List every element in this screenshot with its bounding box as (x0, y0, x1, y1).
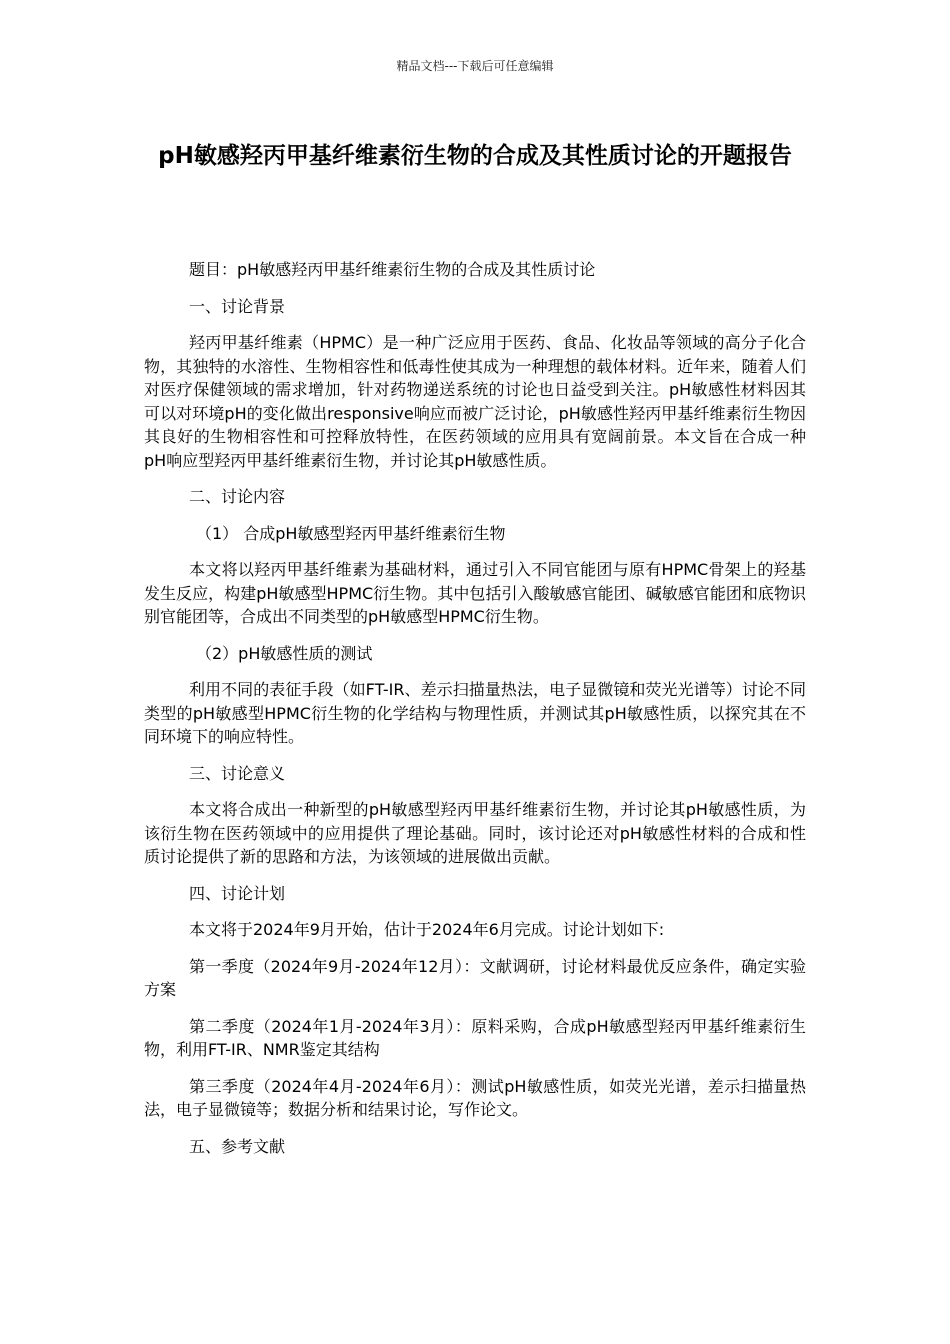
plan-quarter-1: 第一季度（2024年9月-2024年12月）：文献调研，讨论材料最优反应条件，确定实验方案 (144, 956, 806, 999)
section-heading-background: 一、讨论背景 (189, 296, 286, 316)
paragraph-background: 羟丙甲基纤维素（HPMC）是一种广泛应用于医药、食品、化妆品等领域的高分子化合物，其独特的水溶性、生物相容性和低毒性使其成为一种理想的载体材料。近年来，随着人们对医疗保健领域的需求增加，针对药物递送系统的讨论也日益受到关注。pH敏感性材料因其可以对环境pH的变化做出responsive响应而被广泛讨论，pH敏感性羟丙甲基纤维素衍生物因其良好的生物相容性和可控释放特性，在医药领域的应用具有宽阔前景。本文旨在合成一种pH响应型羟丙甲基纤维素衍生物，并讨论其pH敏感性质。 (144, 333, 806, 470)
paragraph-synthesis: 本文将以羟丙甲基纤维素为基础材料，通过引入不同官能团与原有HPMC骨架上的羟基发生反应，构建pH敏感型HPMC衍生物。其中包括引入酸敏感官能团、碱敏感官能团和底物识别官能团等，合成出不同类型的pH敏感型HPMC衍生物。 (144, 560, 806, 626)
paragraph-plan-intro: 本文将于2024年9月开始，估计于2024年6月完成。讨论计划如下: (189, 920, 665, 939)
subheading-synthesis: （1） 合成pH敏感型羟丙甲基纤维素衍生物 (196, 523, 506, 543)
plan-quarter-3: 第三季度（2024年4月-2024年6月）：测试pH敏感性质，如荧光光谱，差示扫描量热法，电子显微镜等；数据分析和结果讨论，写作论文。 (144, 1076, 806, 1119)
topic-line: 题目：pH敏感羟丙甲基纤维素衍生物的合成及其性质讨论 (189, 260, 596, 279)
page-header: 精品文档---下载后可任意编辑 (396, 59, 554, 73)
document-body (144, 258, 806, 1171)
plan-quarter-2: 第二季度（2024年1月-2024年3月）：原料采购，合成pH敏感型羟丙甲基纤维素衍生物，利用FT-IR、NMR鉴定其结构 (144, 1016, 806, 1059)
document-title: pH敏感羟丙甲基纤维素衍生物的合成及其性质讨论的开题报告 (158, 143, 792, 169)
paragraph-significance: 本文将合成出一种新型的pH敏感型羟丙甲基纤维素衍生物，并讨论其pH敏感性质，为该衍生物在医药领域中的应用提供了理论基础。同时，该讨论还对pH敏感性材料的合成和性质讨论提供了新的思路和方法，为该领域的进展做出贡献。 (144, 800, 806, 866)
section-heading-content: 二、讨论内容 (189, 487, 286, 506)
section-heading-plan: 四、讨论计划 (189, 883, 286, 903)
section-heading-references: 五、参考文献 (189, 1136, 286, 1156)
section-heading-significance: 三、讨论意义 (189, 763, 286, 783)
subheading-testing: （2）pH敏感性质的测试 (196, 643, 373, 663)
paragraph-testing: 利用不同的表征手段（如FT-IR、差示扫描量热法，电子显微镜和荧光光谱等）讨论不同类型的pH敏感型HPMC衍生物的化学结构与物理性质，并测试其pH敏感性质，以探究其在不同环境下的响应特性。 (144, 680, 806, 746)
